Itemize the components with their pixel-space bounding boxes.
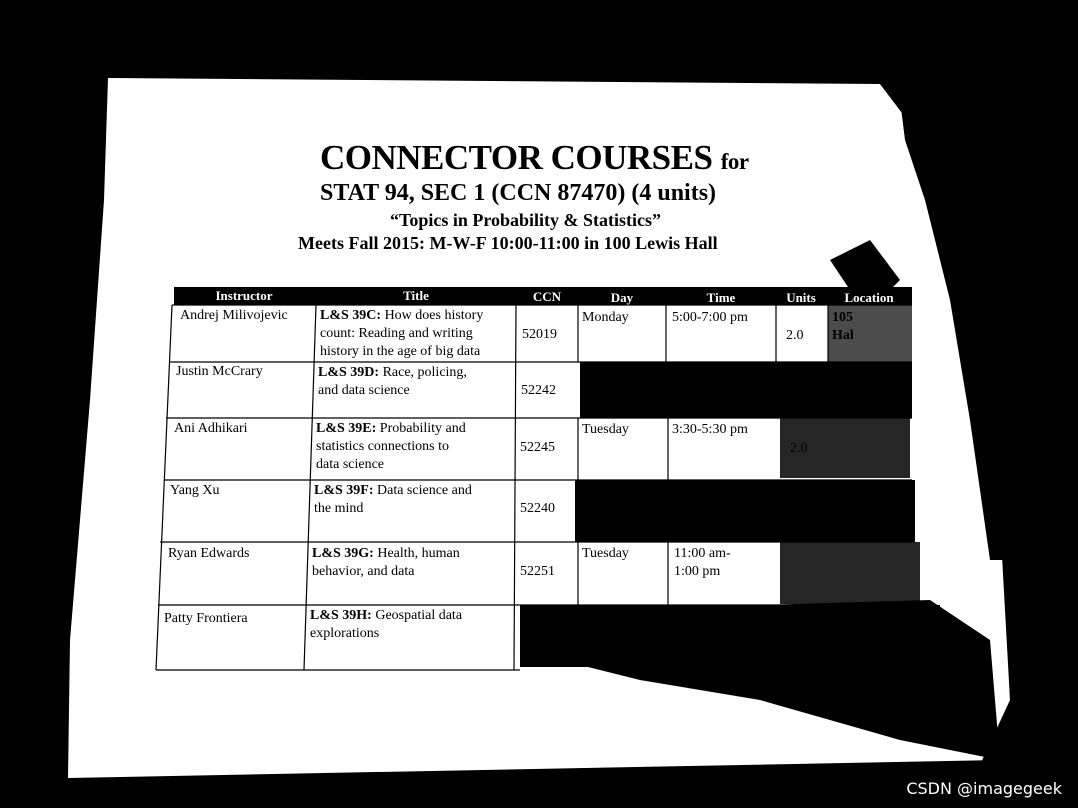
row5-instructor: Ryan Edwards bbox=[168, 546, 250, 561]
row3-ccn: 52245 bbox=[520, 440, 555, 455]
header-location: Location bbox=[844, 290, 894, 305]
page-title: CONNECTOR COURSES for bbox=[320, 138, 749, 177]
row1-day: Monday bbox=[582, 310, 629, 325]
row3-instructor: Ani Adhikari bbox=[174, 421, 248, 436]
row5-time: 11:00 am- 1:00 pm bbox=[674, 546, 731, 579]
header-ccn: CCN bbox=[532, 289, 562, 304]
row4-title: L&S 39F: Data science and the mind bbox=[314, 483, 472, 516]
row5-ccn: 52251 bbox=[520, 564, 555, 579]
row2-title: L&S 39D: Race, policing, and data science bbox=[318, 365, 467, 398]
row2-ccn: 52242 bbox=[521, 383, 556, 398]
row5-day: Tuesday bbox=[582, 546, 629, 561]
course-topic: “Topics in Probability & Statistics” bbox=[390, 210, 662, 230]
row1-instructor: Andrej Milivojevic bbox=[180, 308, 288, 323]
course-subtitle: STAT 94, SEC 1 (CCN 87470) (4 units) bbox=[320, 180, 717, 206]
row1-time: 5:00-7:00 pm bbox=[672, 310, 748, 325]
row2-instructor: Justin McCrary bbox=[176, 364, 263, 379]
row1-title: L&S 39C: How does history count: Reading and writing history in the age of big data bbox=[320, 308, 484, 359]
header-title: Title bbox=[403, 288, 429, 303]
row3-time: 3:30-5:30 pm bbox=[672, 422, 748, 437]
meeting-info: Meets Fall 2015: M-W-F 10:00-11:00 in 100 Lewis Hall bbox=[298, 233, 718, 253]
row2-day: Tues bbox=[582, 365, 610, 380]
row1-units: 2.0 bbox=[786, 328, 804, 343]
row1-location: 105 Hal bbox=[832, 310, 854, 343]
header-units: Units bbox=[786, 290, 816, 305]
header-instructor: Instructor bbox=[215, 288, 273, 303]
row4-instructor: Yang Xu bbox=[170, 483, 220, 498]
header-day: Day bbox=[610, 290, 634, 305]
row4-ccn: 52240 bbox=[520, 501, 555, 516]
row3-day: Tuesday bbox=[582, 422, 629, 437]
row3-units: 2.0 bbox=[790, 441, 808, 456]
row6-title: L&S 39H: Geospatial data explorations bbox=[310, 608, 463, 641]
row3-title: L&S 39E: Probability and statistics connections to data science bbox=[316, 421, 466, 472]
row6-instructor: Patty Frontiera bbox=[164, 611, 248, 626]
row5-title: L&S 39G: Health, human behavior, and data bbox=[312, 546, 460, 579]
row1-ccn: 52019 bbox=[522, 327, 557, 342]
header-time: Time bbox=[706, 290, 736, 305]
watermark: CSDN @imagegeek bbox=[906, 779, 1062, 798]
